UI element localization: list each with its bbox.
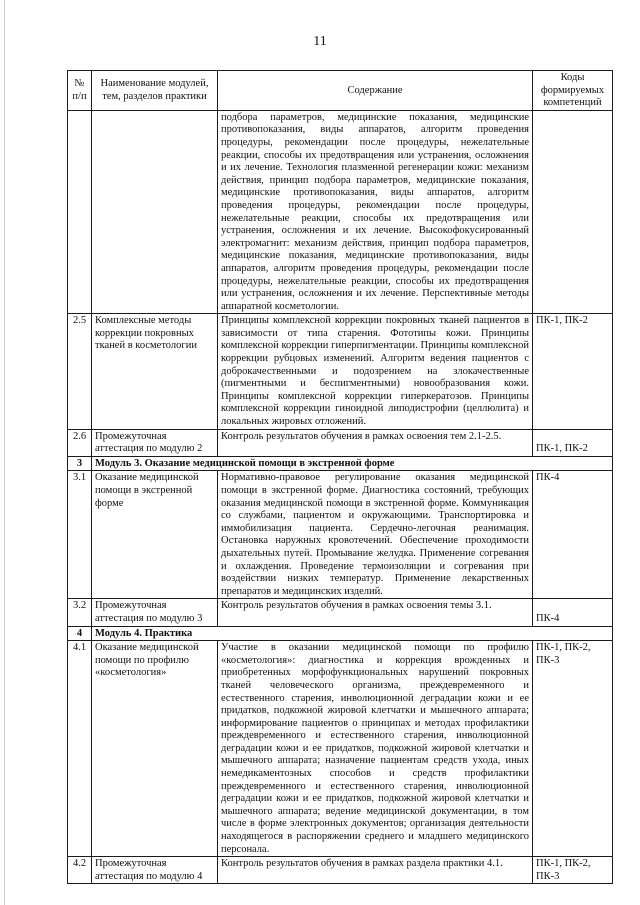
table-row [68, 314, 613, 429]
row-name: Промежуточная аттестация по модулю 2 [92, 429, 218, 456]
row-content: Контроль результатов обучения в рамках раздела практики 4.1. [218, 857, 533, 884]
header-name: Наименование модулей, тем, разделов практики [92, 71, 218, 111]
page-number: 11 [313, 34, 327, 49]
header-codes: Коды формируемых компетенций [533, 71, 613, 111]
row-name: Оказание медицинской помощи по профилю «косметология» [92, 641, 218, 857]
row-num: 3.2 [68, 599, 92, 626]
row-content: Принципы комплексной коррекции покровных тканей пациентов в зависимости от типа старения. Фототипы кожи. Принципы комплексной коррекции гиперпигментации. Принципы комплексной коррекции рубцовых изменений. Алгоритм ведения пациентов с доброкачественными и подозрением на злокачественные (пигментными и беспигментными) новообразования кожи. Принципы комплексной коррекции гиперкератозов. Принципы комплексной коррекции гиноидной липодистрофии (целлюлита) и локальных жировых отложений. [218, 314, 533, 429]
row-codes: ПК-1, ПК-2 [533, 314, 613, 429]
module-row [68, 456, 613, 471]
row-content: подбора параметров, медицинские показания, медицинские противопоказания, виды аппаратов, алгоритм проведения процедуры, рекомендации после процедуры, нежелательные реакции, способы их предотвращения или устранения, осложнения и их лечение. Технология плазменной регенерации кожи: механизм действия, принцип подбора параметров, медицинские показания, медицинские противопоказания, виды аппаратов, алгоритм проведения процедуры, рекомендации после процедуры, нежелательные реакции, способы их предотвращения или устранения, осложнения и их лечение. Высокофокусированный электромагнит: механизм действия, принцип подбора параметров, медицинские показания, медицинские противопоказания, виды аппаратов, алгоритм проведения процедуры, рекомендации после процедуры, нежелательные реакции, способы их предотвращения или устранения, осложнения и их лечение. Перспективные методы аппаратной косметологии. [218, 110, 533, 314]
row-name: Оказание медицинской помощи в экстренной форме [92, 471, 218, 599]
row-num [68, 110, 92, 314]
table-header-row [68, 71, 613, 111]
table-row [68, 471, 613, 599]
row-codes: ПК-4 [533, 471, 613, 599]
row-codes: ПК-1, ПК-2, ПК-3 [533, 857, 613, 884]
curriculum-table [67, 70, 613, 884]
table-row [68, 599, 613, 626]
table-row [68, 429, 613, 456]
row-num: 4.1 [68, 641, 92, 857]
row-content: Участие в оказании медицинской помощи по профилю «косметология»: диагностика и коррекция врожденных и приобретенных морфофункциональных нарушений покровных тканей человеческого организма, преждевременного и естественного старения, инволюционной деградации кожи и ее придатков, подкожной жировой клетчатки и мышечного аппарата; информирование пациентов о принципах и методах профилактики преждевременного и естественного старения, инволюционной деградации кожи и ее придатков, подкожной жировой клетчатки и мышечного аппарата; назначение пациентам средств ухода, иных немедикаментозных способов и средств профилактики преждевременного и естественного старения, инволюционной деградации кожи и ее придатков, подкожной жировой клетчатки и мышечного аппарата; ведение медицинской документации, в том числе в форме электронных документов; организация деятельности находящегося в распоряжении среднего и младшего медицинского персонала. [218, 641, 533, 857]
row-content: Контроль результатов обучения в рамках освоения темы 3.1. [218, 599, 533, 626]
row-num: 2.6 [68, 429, 92, 456]
row-codes [533, 110, 613, 314]
row-content: Контроль результатов обучения в рамках освоения тем 2.1-2.5. [218, 429, 533, 456]
row-codes: ПК-1, ПК-2, ПК-3 [533, 641, 613, 857]
row-codes: ПК-4 [533, 599, 613, 626]
module-title: Модуль 4. Практика [92, 626, 613, 641]
table-row [68, 110, 613, 314]
row-name: Промежуточная аттестация по модулю 3 [92, 599, 218, 626]
row-name: Промежуточная аттестация по модулю 4 [92, 857, 218, 884]
row-name: Комплексные методы коррекции покровных тканей в косметологии [92, 314, 218, 429]
row-num: 4.2 [68, 857, 92, 884]
header-num: № п/п [68, 71, 92, 111]
row-num: 3.1 [68, 471, 92, 599]
table-row [68, 641, 613, 857]
row-codes: ПК-1, ПК-2 [533, 429, 613, 456]
row-num: 2.5 [68, 314, 92, 429]
module-num: 3 [68, 456, 92, 471]
module-row [68, 626, 613, 641]
row-name [92, 110, 218, 314]
table-row [68, 857, 613, 884]
module-num: 4 [68, 626, 92, 641]
row-content: Нормативно-правовое регулирование оказания медицинской помощи в экстренной форме. Диагностика состояний, требующих оказания медицинской помощи в экстренной форме. Коммуникация со службами, пациентом и окружающими. Транспортировка и иммобилизация пациента. Сердечно-легочная реанимация. Остановка наружных кровотечений. Обеспечение проходимости дыхательных путей. Промывание желудка. Применение согревания и охлаждения. Проведение термоизоляции и согревания при воздействии низких температур. Применение лекарственных препаратов и медицинских изделий. [218, 471, 533, 599]
scan-edge [4, 0, 5, 905]
module-title: Модуль 3. Оказание медицинской помощи в экстренной форме [92, 456, 613, 471]
header-content: Содержание [218, 71, 533, 111]
